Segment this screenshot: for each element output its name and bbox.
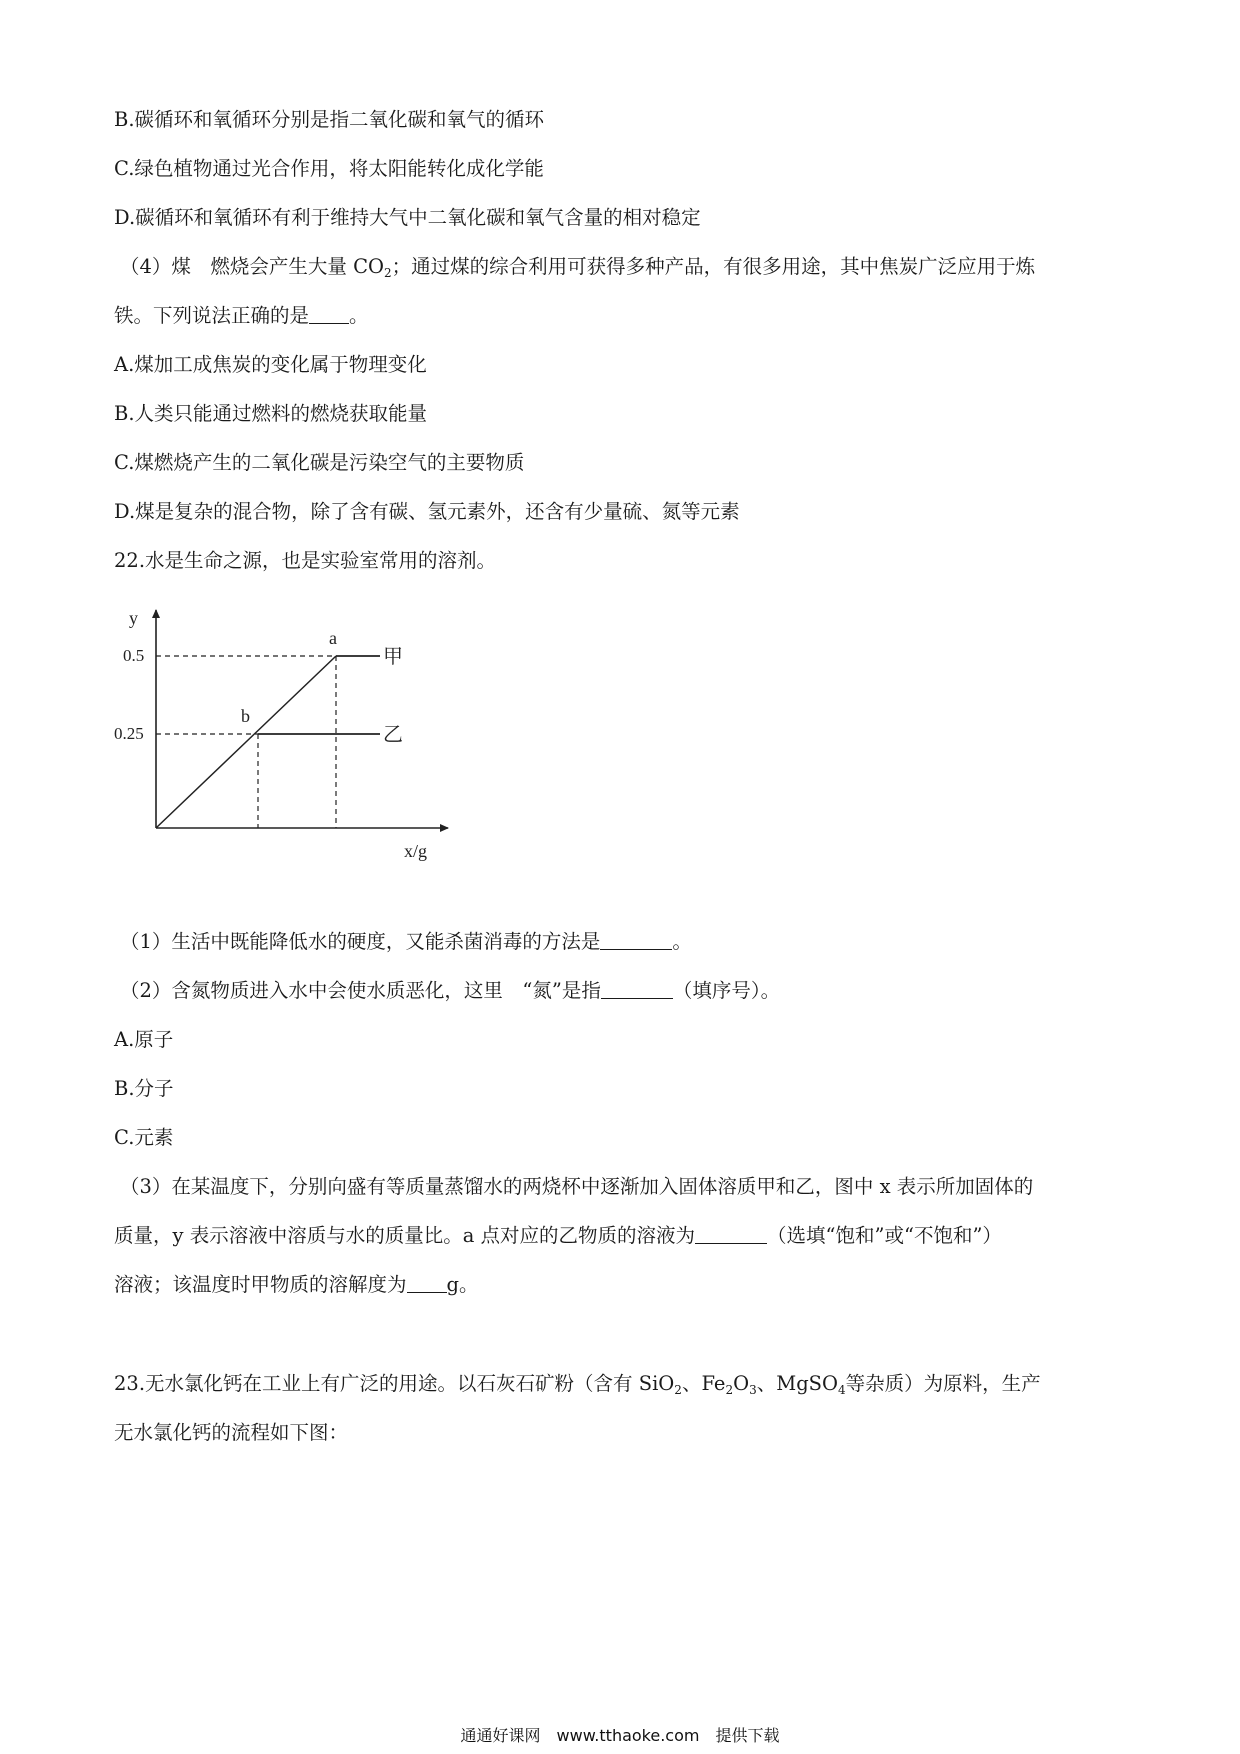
point-b-label: b <box>241 706 250 726</box>
question-4-line2: 铁。下列说法正确的是 。 <box>114 304 369 327</box>
subquestion-2: （2）含氮物质进入水中会使水质恶化，这里 “氮”是指 （填序号）。 <box>120 979 781 1002</box>
sub2-option-c: C.元素 <box>114 1126 174 1149</box>
answer-blank[interactable] <box>600 931 672 950</box>
question-23-line2: 无水氯化钙的流程如下图： <box>114 1421 349 1444</box>
question-22-title: 22.水是生命之源，也是实验室常用的溶剂。 <box>114 549 497 572</box>
series-yi-label: 乙 <box>383 724 403 746</box>
series-jia-label: 甲 <box>383 646 403 668</box>
q4-option-a: A.煤加工成焦炭的变化属于物理变化 <box>114 353 427 376</box>
answer-blank[interactable] <box>407 1274 447 1293</box>
option-b-carbon-oxygen: B.碳循环和氧循环分别是指二氧化碳和氧气的循环 <box>114 108 545 131</box>
y-tick-0-25: 0.25 <box>114 724 144 743</box>
subquestion-1: （1）生活中既能降低水的硬度，又能杀菌消毒的方法是 。 <box>120 930 692 953</box>
answer-blank[interactable] <box>601 980 673 999</box>
option-d-balance: D.碳循环和氧循环有利于维持大气中二氧化碳和氧气含量的相对稳定 <box>114 206 701 229</box>
question-4-line1: （4）煤 燃烧会产生大量 $CO_2$；通过煤的综合利用可获得多种产品，有很多用途，其中焦炭广泛应用于炼 <box>120 255 1036 280</box>
question-23-line1: 23.无水氯化钙在工业上有广泛的用途。以石灰石矿粉（含有 SiO$_2$、$Fe_2O_3$、MgSO$_4$等杂质）为原料，生产 <box>114 1372 1041 1397</box>
y-axis-label: y <box>129 608 138 628</box>
subquestion-3-line3: 溶液；该温度时甲物质的溶解度为 g。 <box>114 1273 479 1296</box>
sub2-option-b: B.分子 <box>114 1077 174 1100</box>
y-tick-0-5: 0.5 <box>123 646 145 665</box>
sub2-option-a: A.原子 <box>114 1028 174 1051</box>
subquestion-3-line2: 质量，y 表示溶液中溶质与水的质量比。a 点对应的乙物质的溶液为 （选填“饱和”或“不饱和”） <box>114 1224 1002 1247</box>
subquestion-3-line1: （3）在某温度下，分别向盛有等质量蒸馏水的两烧杯中逐渐加入固体溶质甲和乙，图中 x 表示所加固体的 <box>120 1175 1034 1198</box>
option-c-photosynthesis: C.绿色植物通过光合作用，将太阳能转化成化学能 <box>114 157 544 180</box>
point-a-label: a <box>329 628 337 648</box>
q4-option-b: B.人类只能通过燃料的燃烧获取能量 <box>114 402 428 425</box>
solubility-chart <box>110 600 470 870</box>
x-axis-label: x/g <box>404 841 428 861</box>
q4-option-c: C.煤燃烧产生的二氧化碳是污染空气的主要物质 <box>114 451 525 474</box>
answer-blank[interactable] <box>695 1225 767 1244</box>
series-line-rising <box>156 656 336 828</box>
answer-blank[interactable] <box>309 305 349 324</box>
q4-option-d: D.煤是复杂的混合物，除了含有碳、氢元素外，还含有少量硫、氮等元素 <box>114 500 740 523</box>
page-footer: 通通好课网 www.tthaoke.com 提供下载 <box>460 1726 780 1745</box>
